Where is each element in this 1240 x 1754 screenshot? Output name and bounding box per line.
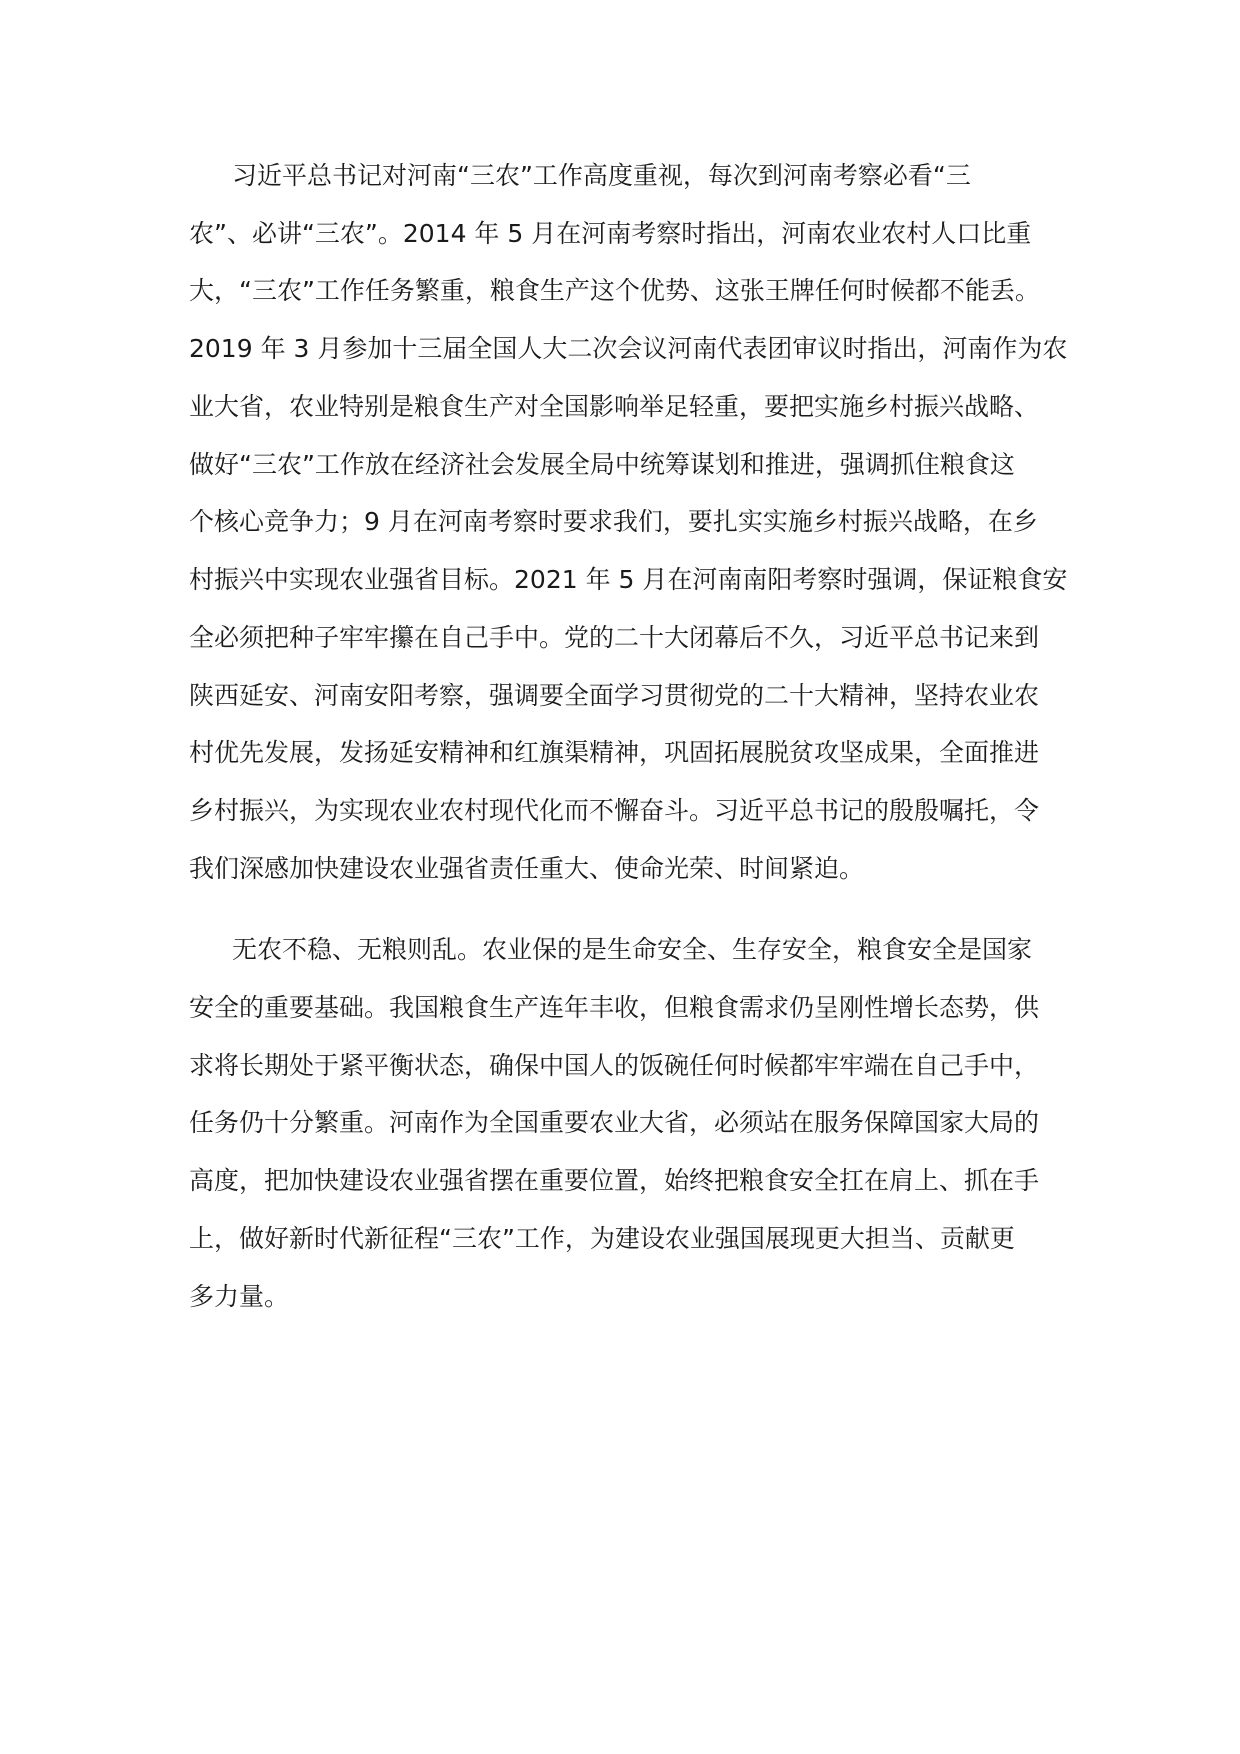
paragraph-2-line-6: 上，做好新时代新征程“三农”工作，为建设农业强国展现更大担当、贡献更 (189, 1224, 1015, 1253)
paragraph-1-line-5: 业大省，农业特别是粮食生产对全国影响举足轻重，要把实施乡村振兴战略、 (189, 392, 1040, 421)
paragraph-2-line-4: 任务仍十分繁重。河南作为全国重要农业大省，必须站在服务保障国家大局的 (189, 1108, 1040, 1137)
paragraph-1-line-9: 全必须把种子牢牢攥在自己手中。党的二十大闭幕后不久，习近平总书记来到 (189, 623, 1040, 652)
paragraph-2-line-3: 求将长期处于紧平衡状态，确保中国人的饭碗任何时候都牢牢端在自己手中， (189, 1051, 1040, 1080)
paragraph-1-line-2: 农”、必讲“三农”。2014 年 5 月在河南考察时指出，河南农业农村人口比重 (189, 219, 1032, 248)
paragraph-1-line-13: 我们深感加快建设农业强省责任重大、使命光荣、时间紧迫。 (189, 854, 865, 883)
paragraph-1-line-4: 2019 年 3 月参加十三届全国人大二次会议河南代表团审议时指出，河南作为农 (189, 334, 1068, 363)
paragraph-1-line-10: 陕西延安、河南安阳考察，强调要全面学习贯彻党的二十大精神，坚持农业农 (189, 681, 1040, 710)
paragraph-1-line-1: 习近平总书记对河南“三农”工作高度重视，每次到河南考察必看“三 (232, 161, 971, 190)
paragraph-2-line-1: 无农不稳、无粮则乱。农业保的是生命安全、生存安全，粮食安全是国家 (232, 935, 1033, 964)
paragraph-2-line-5: 高度，把加快建设农业强省摆在重要位置，始终把粮食安全扛在肩上、抓在手 (189, 1166, 1040, 1195)
paragraph-1-line-12: 乡村振兴，为实现农业农村现代化而不懈奋斗。习近平总书记的殷殷嘱托，令 (189, 796, 1040, 825)
paragraph-1-line-7: 个核心竞争力；9 月在河南考察时要求我们，要扎实实施乡村振兴战略，在乡 (189, 507, 1038, 536)
paragraph-1-line-11: 村优先发展，发扬延安精神和红旗渠精神，巩固拓展脱贫攻坚成果，全面推进 (189, 738, 1040, 767)
paragraph-2-line-7: 多力量。 (189, 1282, 290, 1311)
paragraph-1-line-6: 做好“三农”工作放在经济社会发展全局中统筹谋划和推进，强调抓住粮食这 (189, 450, 1015, 479)
paragraph-1-line-8: 村振兴中实现农业强省目标。2021 年 5 月在河南南阳考察时强调，保证粮食安 (189, 565, 1068, 594)
paragraph-1-line-3: 大，“三农”工作任务繁重，粮食生产这个优势、这张王牌任何时候都不能丢。 (189, 276, 1040, 305)
paragraph-2-line-2: 安全的重要基础。我国粮食生产连年丰收，但粮食需求仍呈刚性增长态势，供 (189, 993, 1040, 1022)
